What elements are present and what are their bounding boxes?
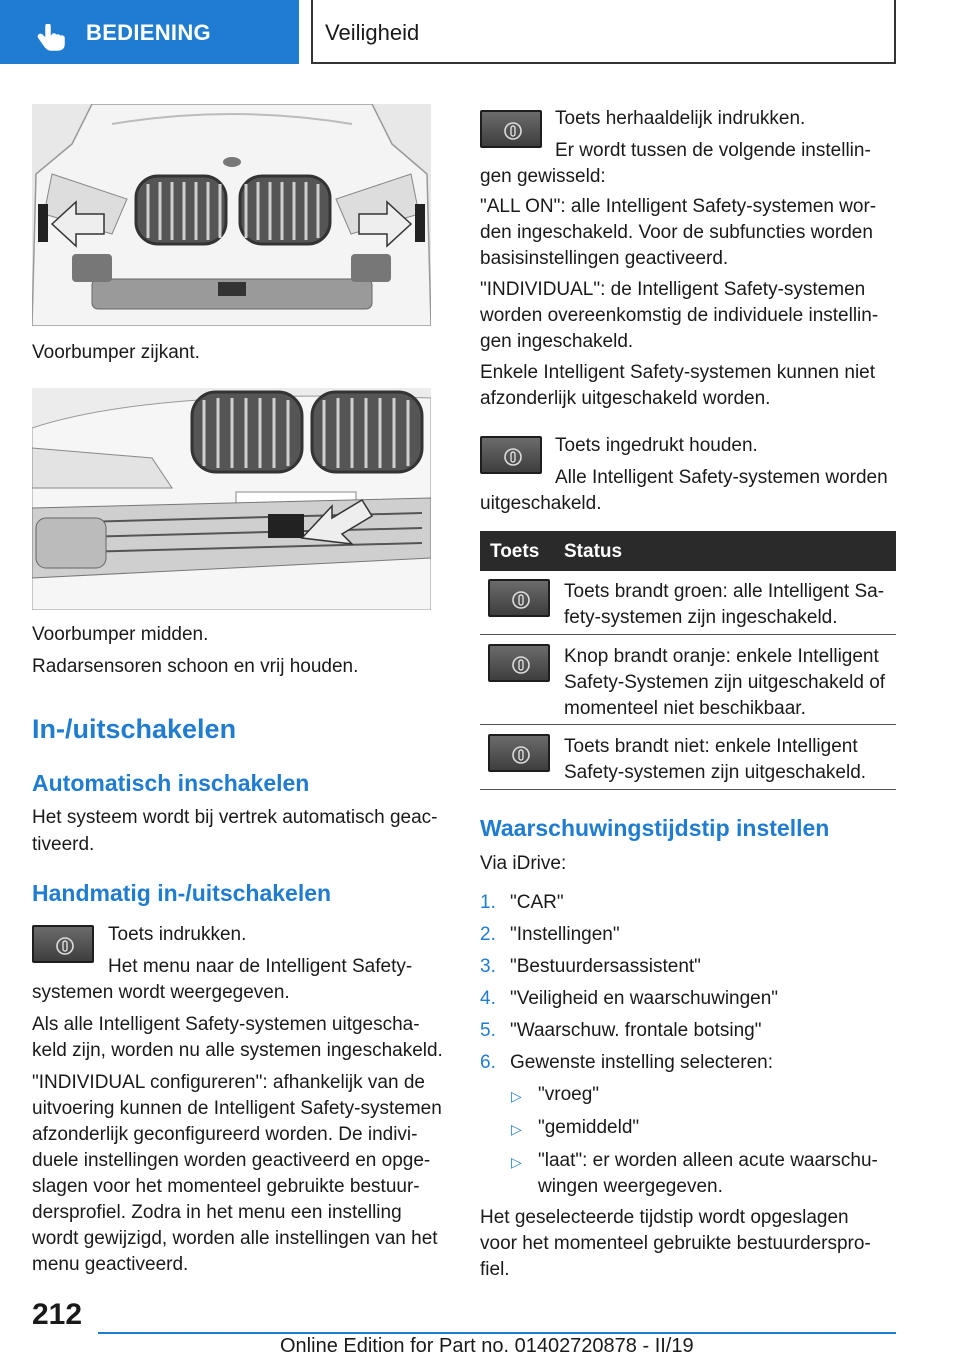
saved-line-3: fiel. xyxy=(480,1259,510,1280)
all-on-line-1: "ALL ON": alle Intelligent Safety-systemen wor- xyxy=(480,196,877,217)
saved-line-2: voor het momenteel gebruikte bestuurderspro- xyxy=(480,1233,871,1254)
heading-automatisch: Automatisch inschakelen xyxy=(32,770,310,796)
all-off-line-2: keld zijn, worden nu alle systemen ingeschakeld. xyxy=(32,1040,443,1061)
status-table-header xyxy=(480,531,896,571)
table-row-3-line-1: Toets brandt niet: enkele Intelligent xyxy=(564,736,858,757)
table-row-2-line-2: Safety-Systemen zijn uitgeschakeld of xyxy=(564,672,886,693)
auto-text-line-1: Het systeem wordt bij vertrek automatisch geac- xyxy=(32,807,438,828)
table-row-1-line-2: fety-systemen zijn ingeschakeld. xyxy=(564,607,838,628)
heading-handmatig: Handmatig in-/uitschakelen xyxy=(32,880,332,906)
step-bestuurdersassistent: "Bestuurdersassistent" xyxy=(510,956,701,977)
footer-divider xyxy=(98,1332,896,1334)
individual-config-line-4: duele instellingen worden geactiveerd en opge- xyxy=(32,1150,431,1171)
option-laat: "laat": er worden alleen acute waarschu- xyxy=(538,1150,878,1171)
page-number: 212 xyxy=(32,1298,83,1331)
table-row-1-line-1: Toets brandt groen: alle Intelligent Sa- xyxy=(564,581,885,602)
switch-line-2: gen gewisseld: xyxy=(480,166,606,187)
pointing-hand-icon xyxy=(36,24,66,52)
step-number: 4. xyxy=(480,988,496,1009)
individual-config-line-1: "INDIVIDUAL configureren": afhankelijk van de xyxy=(32,1072,425,1093)
caption-bumper-middle: Voorbumper midden. xyxy=(32,624,209,645)
table-divider xyxy=(480,789,896,790)
switch-line-1: Er wordt tussen de volgende instellin- xyxy=(555,140,871,161)
table-row-3-line-2: Safety-systemen zijn uitgeschakeld. xyxy=(564,762,867,783)
heading-in-uitschakelen: In-/uitschakelen xyxy=(32,714,237,744)
tab-bediening-label: BEDIENING xyxy=(86,20,211,45)
caption-radar-clean: Radarsensoren schoon en vrij houden. xyxy=(32,656,359,677)
step-veiligheid: "Veiligheid en waarschuwingen" xyxy=(510,988,779,1009)
hold-line-2: uitgeschakeld. xyxy=(480,493,602,514)
individual-config-line-6: dersprofiel. Zodra in het menu een instelling xyxy=(32,1202,402,1223)
table-divider xyxy=(480,724,896,725)
triangle-bullet-icon: ▷ xyxy=(511,1121,522,1137)
individual-line-3: gen ingeschakeld. xyxy=(480,331,634,352)
individual-config-line-5: slagen voor het momenteel gebruikte bestuur- xyxy=(32,1176,420,1197)
step-select-setting: Gewenste instelling selecteren: xyxy=(510,1052,773,1073)
section-title-tab xyxy=(311,0,896,64)
button-off-icon xyxy=(488,734,550,772)
button-green-icon xyxy=(488,579,550,617)
intelligent-safety-button-icon xyxy=(32,925,94,963)
individual-config-line-2: uitvoering kunnen de Intelligent Safety-systemen xyxy=(32,1098,442,1119)
hold-press-text: Toets ingedrukt houden. xyxy=(555,435,758,456)
table-col-toets: Toets xyxy=(490,541,540,562)
saved-line-1: Het geselecteerde tijdstip wordt opgeslagen xyxy=(480,1207,849,1228)
all-on-line-3: basisinstellingen geactiveerd. xyxy=(480,248,729,269)
caption-bumper-side: Voorbumper zijkant. xyxy=(32,342,200,363)
step-frontale-botsing: "Waarschuw. frontale botsing" xyxy=(510,1020,762,1041)
manual-press-text: Toets indrukken. xyxy=(108,924,247,945)
button-orange-icon xyxy=(488,644,550,682)
individual-config-line-7: wordt gewijzigd, worden alle instellingen van het xyxy=(32,1228,438,1249)
via-idrive: Via iDrive: xyxy=(480,853,567,874)
triangle-bullet-icon: ▷ xyxy=(511,1154,522,1170)
section-title: Veiligheid xyxy=(325,20,420,45)
footer-edition: Online Edition for Part no. 01402720878 - II/19 xyxy=(280,1335,694,1357)
some-systems-line-2: afzonderlijk uitgeschakeld worden. xyxy=(480,388,771,409)
triangle-bullet-icon: ▷ xyxy=(511,1088,522,1104)
step-instellingen: "Instellingen" xyxy=(510,924,620,945)
option-gemiddeld: "gemiddeld" xyxy=(538,1117,640,1138)
option-vroeg: "vroeg" xyxy=(538,1084,600,1105)
step-number: 1. xyxy=(480,892,496,913)
manual-menu-line-1: Het menu naar de Intelligent Safety- xyxy=(108,956,413,977)
all-on-line-2: den ingeschakeld. Voor de subfuncties worden xyxy=(480,222,873,243)
step-number: 5. xyxy=(480,1020,496,1041)
table-row-2-line-1: Knop brandt oranje: enkele Intelligent xyxy=(564,646,879,667)
individual-line-1: "INDIVIDUAL": de Intelligent Safety-systemen xyxy=(480,279,866,300)
individual-config-line-3: afzonderlijk geconfigureerd worden. De indivi- xyxy=(32,1124,418,1145)
step-number: 2. xyxy=(480,924,496,945)
table-divider xyxy=(480,634,896,635)
heading-waarschuwingstijdstip: Waarschuwingstijdstip instellen xyxy=(480,815,830,841)
some-systems-line-1: Enkele Intelligent Safety-systemen kunnen niet xyxy=(480,362,876,383)
step-car: "CAR" xyxy=(510,892,564,913)
car-front-middle-image xyxy=(32,388,431,610)
tab-bediening[interactable] xyxy=(0,0,299,64)
individual-line-2: worden overeenkomstig de individuele instellin- xyxy=(480,305,879,326)
manual-menu-line-2: systemen wordt weergegeven. xyxy=(32,982,290,1003)
step-number: 6. xyxy=(480,1052,496,1073)
individual-config-line-8: menu geactiveerd. xyxy=(32,1254,189,1275)
all-off-line-1: Als alle Intelligent Safety-systemen uitgescha- xyxy=(32,1014,420,1035)
table-col-status: Status xyxy=(564,541,623,562)
auto-text-line-2: tiveerd. xyxy=(32,834,95,855)
step-number: 3. xyxy=(480,956,496,977)
table-row-2-line-3: momenteel niet beschikbaar. xyxy=(564,698,806,719)
repeat-press-text: Toets herhaaldelijk indrukken. xyxy=(555,108,806,129)
hold-line-1: Alle Intelligent Safety-systemen worden xyxy=(555,467,888,488)
car-front-side-image xyxy=(32,104,431,326)
intelligent-safety-button-icon xyxy=(480,436,542,474)
option-laat-cont: wingen weergegeven. xyxy=(538,1176,723,1197)
intelligent-safety-button-icon xyxy=(480,110,542,148)
